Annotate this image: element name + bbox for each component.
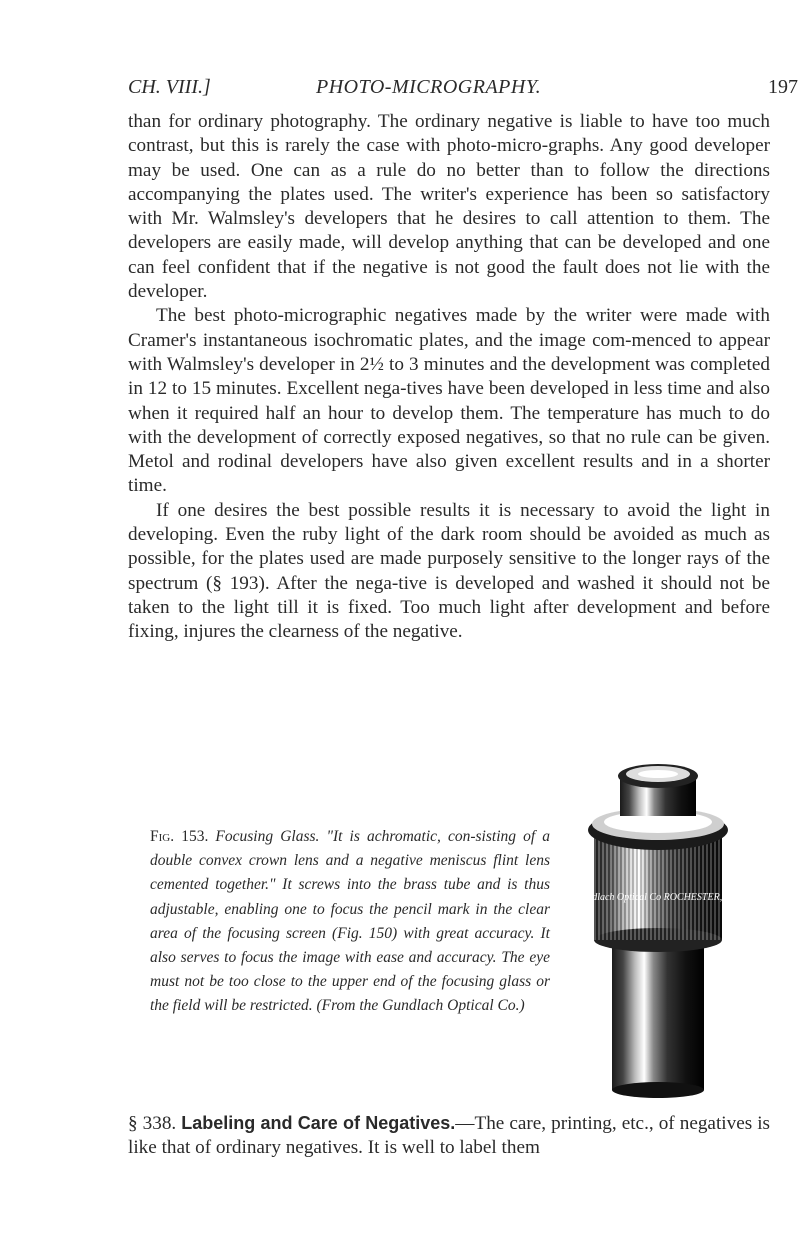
focusing-glass-illustration — [560, 750, 760, 1100]
figure-caption — [150, 825, 550, 1019]
figure-caption-text: "It is achromatic, con-sisting of a double convex crown lens and a negative meniscus flint lens cemented together." It screws into the brass tube and is thus adjustable, enabling one to focus the pencil mark in the clear area of the focusing screen (Fig. 150) with great accuracy. It also serves to focus the image with ease and accuracy. The eye must not be too close to the upper end of the focusing glass or the field will be restricted. (From the Gundlach Optical Co.) — [150, 828, 550, 1015]
section-338 — [128, 1111, 770, 1161]
section-number: § 338. — [128, 1113, 177, 1134]
body-text — [128, 100, 770, 645]
section-text: —The care, printing, etc., of negatives is like that of ordinary negatives. It is well to label them — [128, 1113, 771, 1159]
figure-title: Focusing Glass. — [215, 828, 320, 845]
page-number: 197 — [768, 76, 798, 98]
tube-bottom — [612, 1082, 704, 1098]
figure-label: Fig. 153. — [150, 828, 209, 845]
running-title: PHOTO-MICROGRAPHY. — [316, 76, 542, 98]
paragraph: If one desires the best possible results it is necessary to avoid the light in developing. Even the ruby light of the dark room should be avoided as much as possible, for the plates used are made purposely sensitive to the longer rays of the spectrum (§ 193). After the nega-tive is developed and washed it should not be taken to the light till it is fixed. Too much light after development and before fixing, injures the clearness of the negative. — [128, 499, 770, 643]
paragraph: The best photo-micrographic negatives made by the writer were made with Cramer's instantaneous isochromatic plates, and the image com-menced to appear with Walmsley's developer in 2½ to 3 minutes and the development was completed in 12 to 15 minutes. Excellent nega-tives have been developed in less time and also when it required half an hour to develop them. The temperature has much to do with the development of correctly exposed negatives, so that no rule can be given. Metol and rodinal developers have also given excellent results and in a shorter time. — [128, 305, 770, 497]
engraving: Gundlach Optical Co ROCHESTER, N.Y. — [574, 892, 742, 903]
chapter-label: CH. VIII.] — [128, 76, 211, 98]
section-title: Labeling and Care of Negatives. — [181, 1113, 456, 1133]
paragraph: than for ordinary photography. The ordinary negative is liable to have too much contrast, but this is rarely the case with photo-micro-graphs. Any good developer may be used. One can as a rule do no better than to follow the directions accompanying the plates used. The writer's experience has been so satisfactory with Mr. Walmsley's developers that he desires to call attention to them. The developers are easily made, will develop anything that can be developed and one can feel confident that if the negative is not good the fault does not lie with the developer. — [128, 111, 770, 303]
